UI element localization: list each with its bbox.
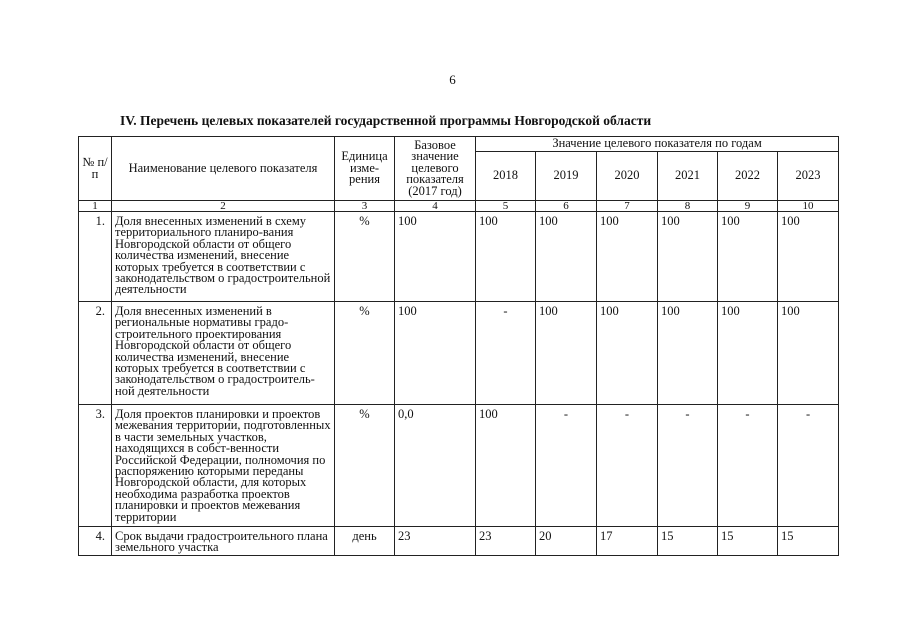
table-row (79, 527, 839, 556)
indicator-name: Срок выдачи градостроительного плана земельного участка (112, 527, 335, 556)
year-value: 20 (536, 527, 597, 556)
column-number: 7 (597, 201, 658, 212)
column-number: 10 (778, 201, 839, 212)
header-year: 2022 (718, 152, 778, 201)
column-number: 2 (112, 201, 335, 212)
base-value: 23 (395, 527, 476, 556)
base-value: 100 (395, 212, 476, 302)
unit-value: % (335, 302, 395, 405)
table-row (79, 405, 839, 527)
year-value: 100 (536, 212, 597, 302)
column-number-row (79, 201, 839, 212)
year-value: 100 (536, 302, 597, 405)
year-value: 15 (658, 527, 718, 556)
header-unit: Единица изме-рения (335, 137, 395, 201)
year-value: 100 (718, 302, 778, 405)
base-value: 0,0 (395, 405, 476, 527)
base-value: 100 (395, 302, 476, 405)
year-value: - (476, 302, 536, 405)
year-value: 15 (718, 527, 778, 556)
year-value: - (536, 405, 597, 527)
header-num: № п/п (79, 137, 112, 201)
header-year: 2019 (536, 152, 597, 201)
year-value: 100 (658, 302, 718, 405)
year-value: 100 (476, 405, 536, 527)
header-year: 2020 (597, 152, 658, 201)
year-value: 100 (778, 212, 839, 302)
indicators-table (78, 136, 839, 556)
year-value: 23 (476, 527, 536, 556)
year-value: 100 (778, 302, 839, 405)
row-number: 4. (79, 527, 112, 556)
year-value: 100 (718, 212, 778, 302)
unit-value: % (335, 212, 395, 302)
row-number: 1. (79, 212, 112, 302)
header-base: Базовое значение целевого показателя (2017 год) (395, 137, 476, 201)
year-value: - (658, 405, 718, 527)
header-name: Наименование целевого показателя (112, 137, 335, 201)
table-row (79, 302, 839, 405)
column-number: 5 (476, 201, 536, 212)
header-year: 2023 (778, 152, 839, 201)
column-number: 4 (395, 201, 476, 212)
year-value: - (718, 405, 778, 527)
page-number: 6 (449, 72, 456, 87)
indicator-name: Доля проектов планировки и проектов межевания территории, подготовленных в части земельных участков, находящихся в собст-венности Российской Федерации, полномочия по распоряжению которыми переданы Новгородской области, для которых необходима разработка проектов планировки и проектов межевания территории (112, 405, 335, 527)
section-heading: IV. Перечень целевых показателей государственной программы Новгородской области (120, 113, 652, 128)
header-year: 2021 (658, 152, 718, 201)
year-value: 100 (658, 212, 718, 302)
year-value: - (778, 405, 839, 527)
year-value: 17 (597, 527, 658, 556)
unit-value: день (335, 527, 395, 556)
row-number: 2. (79, 302, 112, 405)
unit-value: % (335, 405, 395, 527)
indicator-name: Доля внесенных изменений в региональные нормативы градо-строительного проектирования Новгородской области от общего количества изменений, внесение которых требуется в соответствии с законодательством о градостроитель-ной деятельности (112, 302, 335, 405)
year-value: 100 (597, 302, 658, 405)
year-value: 100 (597, 212, 658, 302)
indicator-name: Доля внесенных изменений в схему территориального планиро-вания Новгородской области от общего количества изменений, внесение которых требуется в соответствии с законодательством о градостроительной деятельности (112, 212, 335, 302)
year-value: - (597, 405, 658, 527)
column-number: 6 (536, 201, 597, 212)
header-years-group: Значение целевого показателя по годам (476, 137, 839, 152)
column-number: 1 (79, 201, 112, 212)
column-number: 9 (718, 201, 778, 212)
year-value: 15 (778, 527, 839, 556)
table-row (79, 212, 839, 302)
year-value: 100 (476, 212, 536, 302)
column-number: 8 (658, 201, 718, 212)
header-year: 2018 (476, 152, 536, 201)
column-number: 3 (335, 201, 395, 212)
row-number: 3. (79, 405, 112, 527)
